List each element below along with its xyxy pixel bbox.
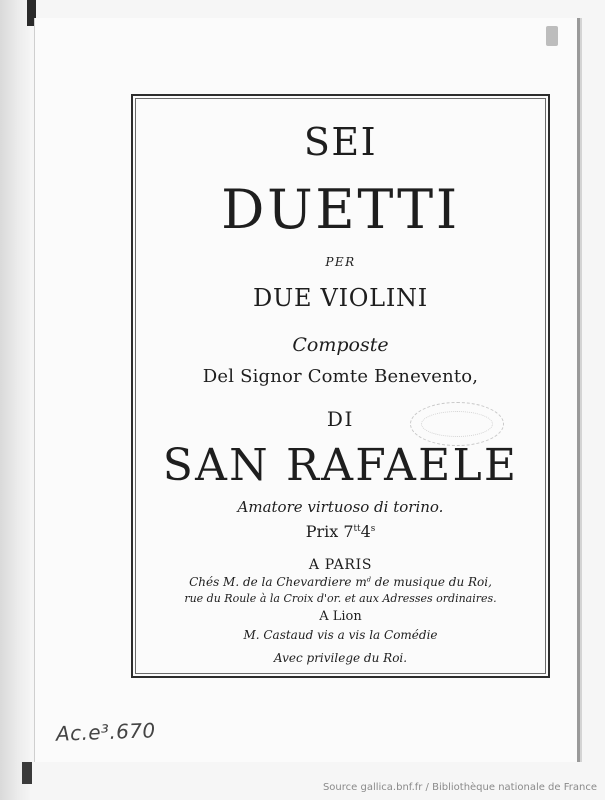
title-sei: SEI <box>303 120 378 164</box>
shelfmark-handwritten: Ac.e³.670 <box>55 718 156 746</box>
price-line <box>131 522 550 541</box>
title-per: PER <box>325 255 356 269</box>
library-stamp <box>410 402 504 446</box>
composte-line: Composte <box>292 334 389 356</box>
price-livres-sup: tt <box>353 523 361 534</box>
source-credit: Source gallica.bnf.fr / Bibliothèque nationale de France <box>322 782 597 793</box>
privilege-line: Avec privilege du Roi. <box>273 651 408 665</box>
di-line: DI <box>326 407 355 431</box>
price-sous-sup: s <box>370 523 376 534</box>
address-line: rue du Roule à la Croix d'or. et aux Adresses ordinaires. <box>184 592 497 605</box>
amatore-line: Amatore virtuoso di torino. <box>237 498 444 516</box>
page-tab-mark <box>546 26 558 46</box>
publisher-line <box>131 575 550 589</box>
composer-name: SAN RAFAELE <box>162 440 519 491</box>
title-duetti: DUETTI <box>221 178 460 241</box>
castaud-line: M. Castaud vis a vis la Comédie <box>243 628 438 642</box>
price-sous: 4 <box>360 522 371 541</box>
a-paris-line: A PARIS <box>308 557 373 573</box>
publisher-post: de musique du Roi, <box>370 575 492 589</box>
publisher-pre: Chés M. de la Chevardiere m <box>189 575 367 589</box>
price-label: Prix 7 <box>305 522 354 541</box>
title-due-violini: DUE VIOLINI <box>253 284 428 312</box>
binding-mark-bottom <box>22 762 32 784</box>
book-gutter <box>0 0 30 800</box>
del-signor-line: Del Signor Comte Benevento, <box>202 366 479 387</box>
publisher-sup: d <box>366 575 371 584</box>
a-lion-line: A Lion <box>319 609 362 624</box>
